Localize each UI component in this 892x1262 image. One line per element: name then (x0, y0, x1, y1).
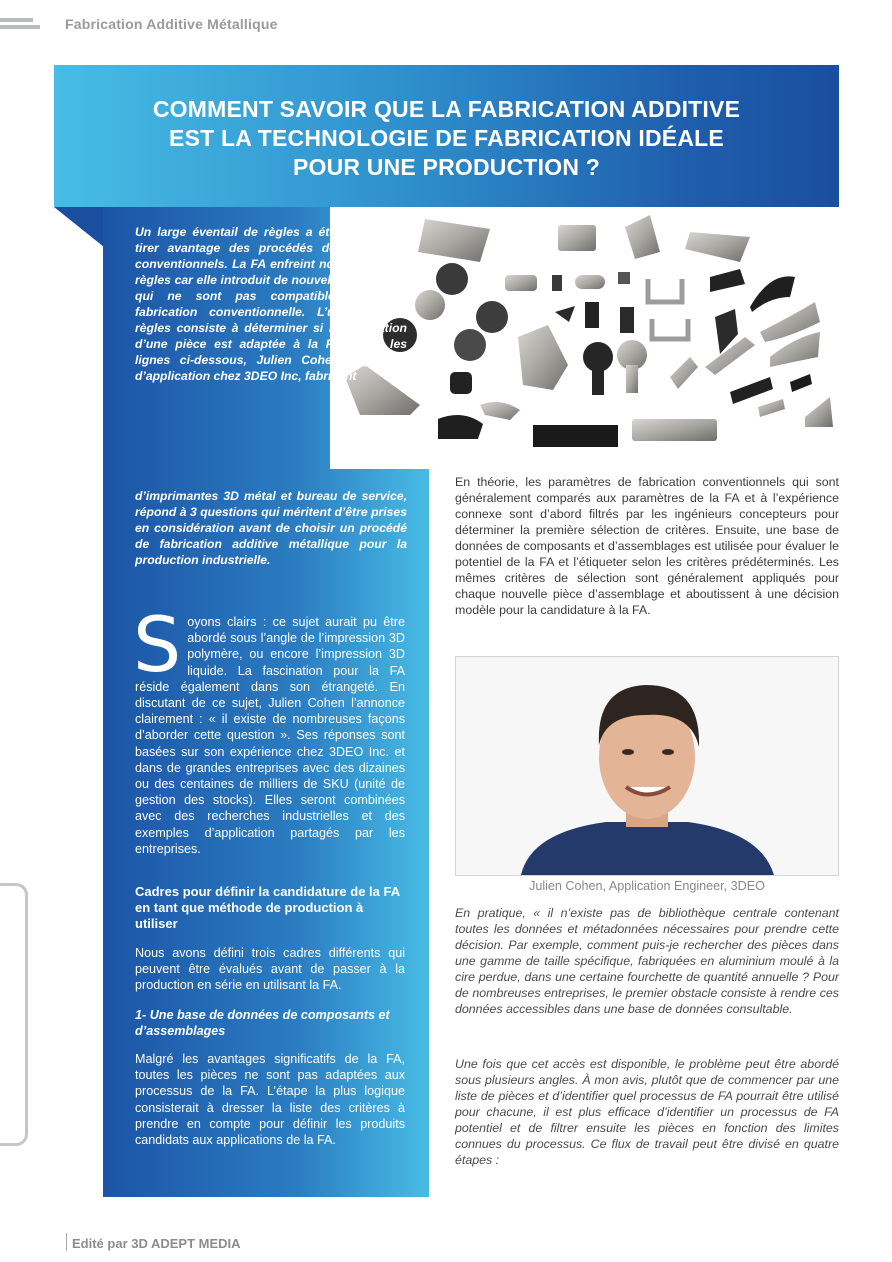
drop-cap: S (133, 600, 182, 689)
subheading-frameworks: Cadres pour définir la candidature de la FA en tant que méthode de production à utiliser (135, 884, 400, 931)
intro-paragraph (133, 600, 405, 857)
title-banner (54, 65, 839, 207)
metal-parts (345, 215, 833, 447)
lead-paragraph-continued: d’imprimantes 3D métal et bureau de service, répond à 3 questions qui méritent d’être prises en considération avant de choisir un procédé de fabrication additive métallique pour la production industrielle. (135, 489, 407, 567)
lead-paragraph: Un large éventail de règles a été établi pour tirer avantage des procédés de fabrication conventionnels. La FA enfreint nombre de ces règles car elle introduit de nouvelles capacités qui ne sont pas compatibles avec la fabrication conventionnelle. L’une de ces règles consiste à déterminer si la fabrication d’une pièce est adaptée à la FA. Dans les lignes ci-dessous, Julien Cohen, ingénieur d’application chez 3DEO Inc, fabricant (135, 225, 407, 383)
criteria-paragraph: Malgré les avantages significatifs de la FA, toutes les pièces ne sont pas adaptées aux processus de la FA. L’étape la plus logique consisterait à dresser la liste des critères à prendre en compte pour définir les produits candidats aux applications de la FA. (135, 1052, 405, 1148)
title-line: COMMENT SAVOIR QUE LA FABRICATION ADDITIVE (152, 96, 741, 122)
footer-divider (66, 1233, 67, 1251)
frames-paragraph: Nous avons défini trois cadres différents qui peuvent être évalués avant de passer à la production en série en utilisant la FA. (135, 946, 405, 993)
title-line: POUR UNE PRODUCTION ? (292, 154, 601, 180)
intro-text: oyons clairs : ce sujet aurait pu être abordé sous l’angle de l’impression 3D polymère, ou encore l’impression 3D liquide. La fascination pour la FA réside également dans son étrangeté. En discutant de ce sujet, Julien Cohen l’annonce clairement : « il existe de nombreuses façons d’aborder cette question ». Ses réponses sont basées sur son expérience chez 3DEO Inc. et dans de grandes entreprises avec des dizaines ou des centaines de milliers de SKU (unité de gestion des stocks). Elles seront combinées avec des recherches industrielles et des exemples d’application partagés par les entreprises. (135, 615, 405, 856)
subheading-database: 1- Une base de données de composants et d’assemblages (135, 1008, 390, 1038)
section-title: Fabrication Additive Métallique (65, 16, 278, 32)
footer-publisher: Edité par 3D ADEPT MEDIA (72, 1236, 241, 1251)
article-title (54, 95, 839, 182)
quote-paragraph-2: Une fois que cet accès est disponible, le problème peut être abordé sous plusieurs angles. À mon avis, plutôt que de commencer par une liste de pièces et d’identifier quel processus de FA pourrait être utilisé pour chacune, il est plus efficace d’identifier un processus de FA potentiel et de filtrer ensuite les pièces en fonction des limites connues du processus. Ce flux de travail peut être divisé en quatre étapes : (455, 1057, 839, 1167)
title-line: EST LA TECHNOLOGIE DE FABRICATION IDÉALE (169, 125, 724, 151)
quote-paragraph-1: En pratique, « il n’existe pas de bibliothèque centrale contenant toutes les données et métadonnées nécessaires pour prendre cette décision. Par exemple, comment puis-je rechercher des pièces dans une gamme de taille spécifique, fabriquées en aluminium moulé à la cire perdue, dans une certaine fourchette de quantité annuelle ? Pour de nombreuses entreprises, le premier obstacle consiste à rendre ces données accessibles dans une base de données consultable. (455, 906, 839, 1016)
page-edge-tab (0, 883, 28, 1146)
photo-caption: Julien Cohen, Application Engineer, 3DEO (529, 879, 765, 893)
theory-paragraph: En théorie, les paramètres de fabrication conventionnels qui sont généralement comparés aux paramètres de la FA et à l’expérience connexe sont d’abord filtrés par les ingénieurs concepteurs pour déterminer la première sélection de critères. Ensuite, une base de données de composants et d’assemblages est utilisée pour évaluer le potentiel de la FA et l’étiqueter selon les critères prédéterminés. Les mêmes critères de sélection sont généralement appliqués pour chaque nouvelle pièce d’assemblage et aboutissent à une décision modèle pour la candidature à la FA. (455, 475, 839, 617)
header-decor-bars (0, 18, 40, 32)
banner-fold-decor (54, 207, 104, 247)
portrait-photo (455, 656, 839, 876)
